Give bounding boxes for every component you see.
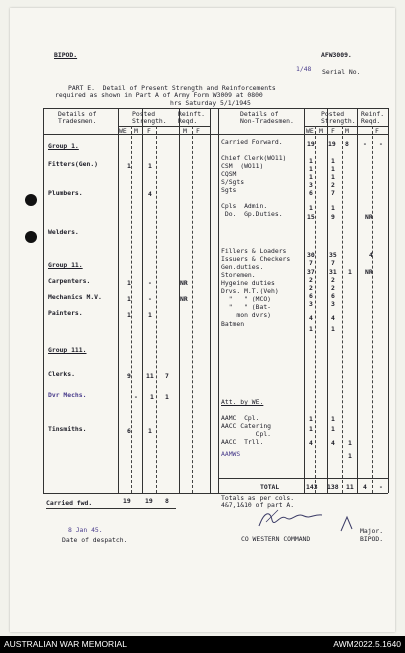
row-label: Carpenters. (48, 277, 91, 285)
total-cell: 138 (327, 483, 339, 491)
cell: 6 (309, 292, 313, 300)
col-header-reinf-right: Reinf. Reqd. (361, 110, 385, 125)
cell: 1 (127, 279, 131, 287)
row-label: AAMC Cpl. (221, 414, 260, 422)
cell: 1 (127, 295, 131, 303)
col-f: F (147, 127, 151, 135)
row-label: AAMWS (221, 450, 241, 458)
cell: 2 (331, 276, 335, 284)
total-cell: 143 (306, 483, 318, 491)
cell: NR (180, 279, 188, 287)
total-cell: - (379, 483, 383, 491)
total-cell: 4 (363, 483, 367, 491)
row-label: " " (MCO) (221, 295, 272, 303)
col-m: M (345, 127, 349, 135)
cell: 6 (309, 189, 313, 197)
cell: 1 (309, 415, 313, 423)
cell: 1 (127, 311, 131, 319)
col-header-reinft: Reinft. Reqd. (178, 110, 205, 125)
form-number: AFW3009. (321, 51, 352, 59)
col-f: F (331, 127, 335, 135)
col-f: F (196, 127, 200, 135)
cell: 1 (331, 157, 335, 165)
cell: 2 (331, 181, 335, 189)
cell: 1 (165, 393, 169, 401)
row-label: Plumbers. (48, 189, 83, 197)
col-header-non-tradesmen: Details of Non-Tradesmen. (240, 110, 294, 125)
footer-left: AUSTRALIAN WAR MEMORIAL (4, 639, 127, 649)
col-m: M (319, 127, 323, 135)
cell: 1 (127, 162, 131, 170)
row-label: Att. by WE. (221, 398, 264, 406)
total-cell: 11 (346, 483, 354, 491)
cell: 7 (165, 372, 169, 380)
row-label: Dvr Mechs. (48, 391, 87, 399)
col-header-posted: Posted Strength. (132, 110, 167, 125)
row-label: Sgts (221, 186, 237, 194)
cell: 15 (307, 213, 315, 221)
cell: 1 (331, 204, 335, 212)
cell: 1 (148, 311, 152, 319)
row-label: Clerks. (48, 370, 75, 378)
cell: 1 (331, 325, 335, 333)
cell: 1 (348, 439, 352, 447)
cell: 1 (331, 165, 335, 173)
col-we: WE (119, 127, 127, 135)
col-f: F (375, 127, 379, 135)
cell: NR (365, 213, 373, 221)
cell: 8 (345, 140, 349, 148)
cell: 1 (309, 425, 313, 433)
cell: 1 (309, 204, 313, 212)
row-label: mon dvrs) (221, 311, 272, 319)
cell: 6 (331, 292, 335, 300)
cell: 1 (148, 162, 152, 170)
cell: 7 (309, 259, 313, 267)
cell: 7 (331, 189, 335, 197)
row-label: Hygeine duties (221, 279, 275, 287)
cell: 19 (328, 140, 336, 148)
signoff-left: CO WESTERN COMMAND (241, 535, 311, 543)
row-label: Drvs. M.T.(Veh) (221, 287, 279, 295)
cell: 9 (331, 213, 335, 221)
cell: 1 (331, 173, 335, 181)
cell: 4 (309, 314, 313, 322)
cell: 3 (331, 300, 335, 308)
footer-bar (0, 636, 405, 653)
totals-note: Totals as per cols. 4&7,1&10 of part A. (221, 494, 295, 509)
carried-fwd-cell: 19 (123, 497, 131, 505)
row-label: Group 11. (48, 261, 83, 269)
initial-mark (338, 513, 358, 533)
punch-hole (25, 194, 37, 206)
punch-hole (25, 231, 37, 243)
cell: 11 (146, 372, 154, 380)
row-label: CSM (WO11) (221, 162, 264, 170)
cell: 31 (329, 268, 337, 276)
carried-fwd-cell: 8 (165, 497, 169, 505)
cell: 4 (148, 190, 152, 198)
despatch-label: Date of despatch. (62, 536, 128, 544)
cell: 1 (309, 157, 313, 165)
col-m: M (134, 127, 138, 135)
cell: NR (365, 268, 373, 276)
row-label: Group 1. (48, 142, 79, 150)
row-label: " " (Bat- (221, 303, 272, 311)
cell: 4 (369, 251, 373, 259)
row-label: CQSM (221, 170, 237, 178)
row-label: Tinsmiths. (48, 425, 87, 433)
cell: 4 (309, 439, 313, 447)
serial-mark: 1/48 (296, 65, 312, 73)
cell: 2 (331, 284, 335, 292)
cell: 1 (331, 425, 335, 433)
cell: - (148, 279, 152, 287)
cell: 3 (309, 300, 313, 308)
cell: 2 (309, 276, 313, 284)
part-line-1: PART E. Detail of Present Strength and Reinforcements (68, 84, 276, 92)
row-label: Cpl. (221, 430, 272, 438)
cell: 1 (348, 268, 352, 276)
cell: 4 (331, 314, 335, 322)
row-label: Chief Clerk(WO11) (221, 154, 287, 162)
row-label: Fitters(Gen.) (48, 160, 99, 168)
row-label: Batmen (221, 320, 245, 328)
cell: 2 (309, 284, 313, 292)
cell: 35 (329, 251, 337, 259)
carried-fwd-label: Carried fwd. (46, 499, 93, 507)
cell: NR (180, 295, 188, 303)
row-label: Welders. (48, 228, 79, 236)
cell: - (148, 295, 152, 303)
document-sheet (10, 8, 395, 632)
row-label: Cpls Admin. (221, 202, 268, 210)
footer-right: AWM2022.5.1640 (333, 639, 401, 649)
row-label: AACC Trll. (221, 438, 264, 446)
col-we: WE (306, 127, 314, 135)
row-label: S/Sgts (221, 178, 245, 186)
signature (256, 506, 331, 530)
row-label: Mechanics M.V. (48, 293, 102, 301)
cell: 1 (309, 173, 313, 181)
cell: 1 (309, 165, 313, 173)
cell: 1 (348, 452, 352, 460)
cell: 9 (127, 372, 131, 380)
cell: 19 (307, 140, 315, 148)
cell: 30 (307, 251, 315, 259)
part-line-3: hrs Saturday 5/1/1945 (170, 99, 251, 107)
serial-label: Serial No. (322, 68, 361, 76)
col-header-posted-right: Posted Strength. (321, 110, 356, 125)
cell: 1 (150, 393, 154, 401)
row-label: Storemen. (221, 271, 256, 279)
cell: 4 (331, 439, 335, 447)
cell: 1 (309, 325, 313, 333)
cell: - (379, 140, 383, 148)
cell: 6 (127, 427, 131, 435)
unit-name: BIPOD. (54, 51, 78, 59)
cell: 1 (331, 415, 335, 423)
row-label: Do. Gp.Duties. (221, 210, 283, 218)
cell: - (134, 393, 138, 401)
carried-fwd-cell: 19 (145, 497, 153, 505)
cell: - (363, 140, 367, 148)
cell: 1 (148, 427, 152, 435)
row-label: AACC Catering (221, 422, 272, 430)
row-label: Carried Forward. (221, 138, 283, 146)
signoff-rank: Major. (360, 527, 384, 535)
row-label: Gen.duties. (221, 263, 264, 271)
cell: 37 (307, 268, 315, 276)
row-label: Group 111. (48, 346, 87, 354)
row-label: Painters. (48, 309, 83, 317)
cell: 3 (309, 181, 313, 189)
despatch-date: 8 Jan 45. (68, 526, 103, 534)
cell: 7 (331, 259, 335, 267)
row-label: Issuers & Checkers (221, 255, 291, 263)
total-label: TOTAL (260, 483, 280, 491)
signoff-unit: BIPOD. (360, 535, 384, 543)
row-label: Fillers & Loaders (221, 247, 287, 255)
col-header-tradesmen: Details of Tradesmen. (58, 110, 97, 125)
part-line-2: required as shown in Part A of Army Form W3009 at 0800 (55, 91, 263, 99)
col-m: M (183, 127, 187, 135)
